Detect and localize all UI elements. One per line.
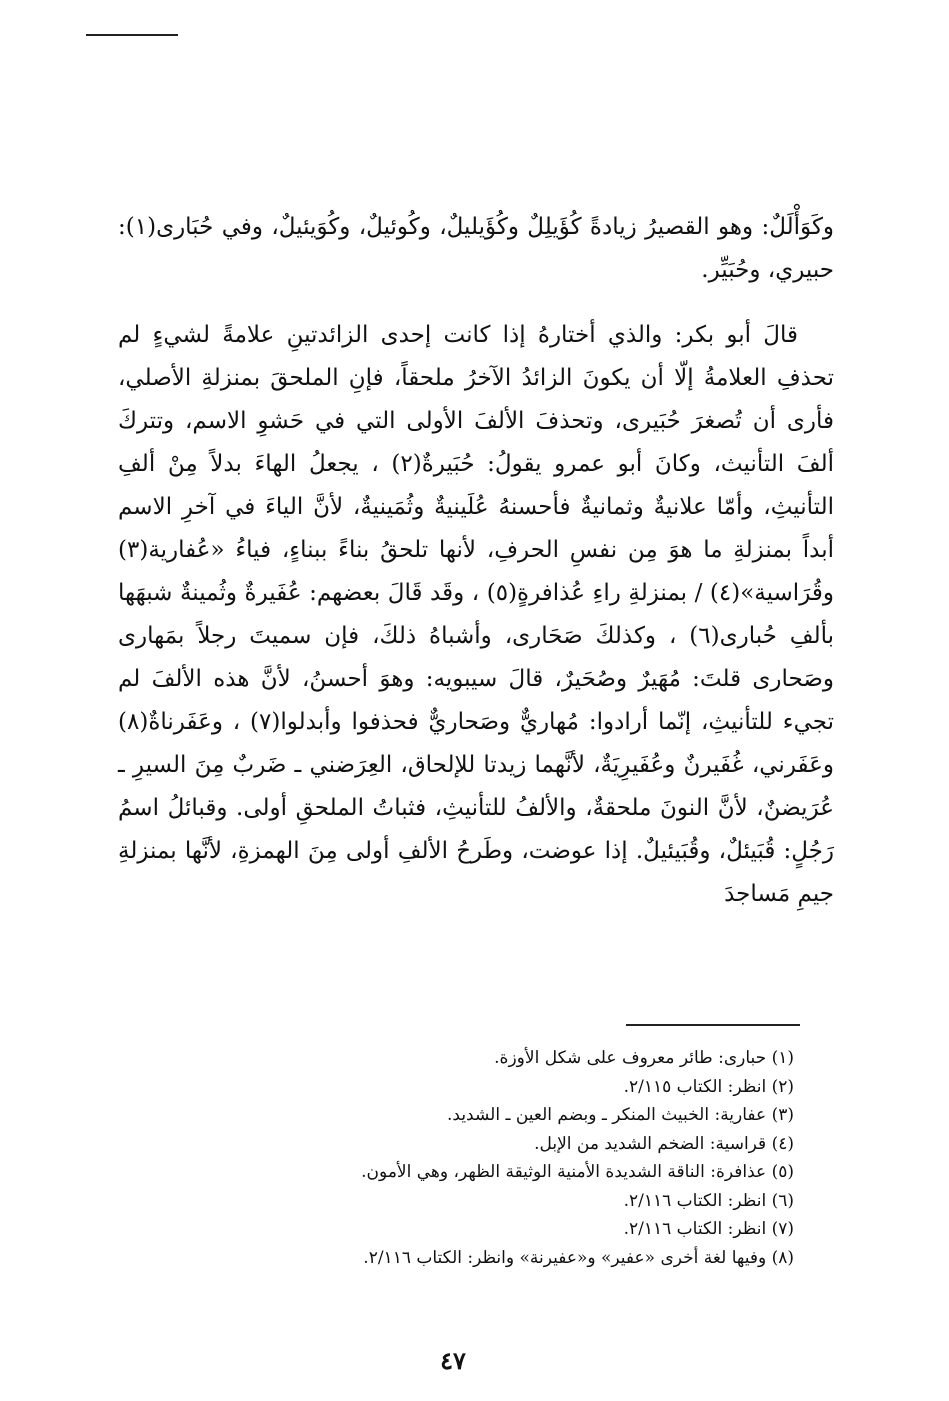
footnote-item: (٧) انظر: الكتاب ٢/١١٦.: [623, 1219, 794, 1239]
footnote-item: (٤) قراسية: الضخم الشديد من الإبل.: [534, 1133, 794, 1154]
footnotes-list: [160, 1044, 794, 1272]
footnote-item: (٨) وفيها لغة أخرى «عفير» و«عفيرنة» وانظر: الكتاب ٢/١١٦.: [363, 1247, 794, 1268]
header-rule: [86, 34, 178, 36]
page-number: ٤٧: [440, 1346, 466, 1375]
footnote-rule: [626, 1024, 800, 1026]
main-text: [118, 206, 834, 916]
footnote-item: (١) حبارى: طائر معروف على شكل الأوزة.: [494, 1048, 794, 1068]
footnote-item: (٦) انظر: الكتاب ٢/١١٦.: [623, 1190, 794, 1211]
footnote-item: (٣) عفارية: الخبيث المنكر ـ وبضم العين ـ الشديد.: [447, 1105, 794, 1125]
footnote-item: (٥) عذافرة: الناقة الشديدة الأمنية الوثيقة الظهر، وهي الأمون.: [361, 1162, 794, 1182]
paragraph-2: قالَ أبو بكر: والذي أختارهُ إذا كانت إحدى الزائدتينِ علامةً لشيءٍ لم تحذفِ العلامةُ إلّا أن يكونَ الزائدُ الآخرُ ملحقاً، فإنِ الملحقَ بمنزلةِ الأصلي، فأرى أن تُصغرَ حُبَيرى، وتحذفَ الألفَ الأولى التي في حَشوِ الاسم، وتتركَ ألفَ التأنيث، وكانَ أبو عمرو يقولُ: حُبَيرةٌ(٢) ، يجعلُ الهاءَ بدلاً مِنْ ألفِ التأنيثِ، وأمّا علانيةٌ وثمانيةٌ فأحسنهُ عُلَينيةٌ وثُمَينيةٌ، لأنَّ الياءَ في آخرِ الاسم أبداً بمنزلةِ ما هوَ مِن نفسِ الحرفِ، لأنها تلحقُ بناءً ببناءٍ، فياءُ «عُفارية(٣) وقُرَاسية»(٤) / بمنزلةِ راءِ عُذافرةٍ(٥) ، وقَد قَالَ بعضهم: عُفَيرةٌ وثُمينةٌ شبهَها بألفِ حُبارى(٦) ، وكذلكَ صَحَارى، وأشباهُ ذلكَ، فإن سميتَ رجلاً بمَهارى وصَحارى قلتَ: مُهَيرٌ وصُحَيرٌ، قالَ سيبويه: وهوَ أحسنُ، لأنَّ هذه الألفَ لم تجيء للتأنيثِ، إنّما أرادوا: مُهاريٌّ وصَحاريٌّ فحذفوا وأبدلوا(٧) ، وعَفَرناةٌ(٨) وعَفَرني، غُفَيرنٌ وعُفَيرِيَةٌ، لأنَّهما زيدتا للإلحاق، العِرَضني ـ ضَربٌ مِنَ السيرِ ـ عُرَيضنٌ، لأنَّ النونَ ملحقةٌ، والألفُ للتأنيثِ، فثباتُ الملحقِ أولى. وقبائلُ اسمُ رَجُلٍ: قُبَيئلٌ، وقُبَيئيلٌ. إذا عوضت، وطَرحُ الألفِ أولى مِنَ الهمزةِ، لأنَّها بمنزلةِ جيمِ مَساجدَ: [118, 322, 834, 907]
footnote-item: (٢) انظر: الكتاب ٢/١١٥.: [623, 1076, 794, 1097]
paragraph-1: وكَوَأْلَلٌ: وهو القصيرُ زيادةً كُؤَيلِلٌ وكُؤَيليلٌ، وكُوئيلٌ، وكُوَيئيلٌ، وفي حُبَارى(١): حبيري، وحُبَيِّر.: [118, 214, 834, 283]
